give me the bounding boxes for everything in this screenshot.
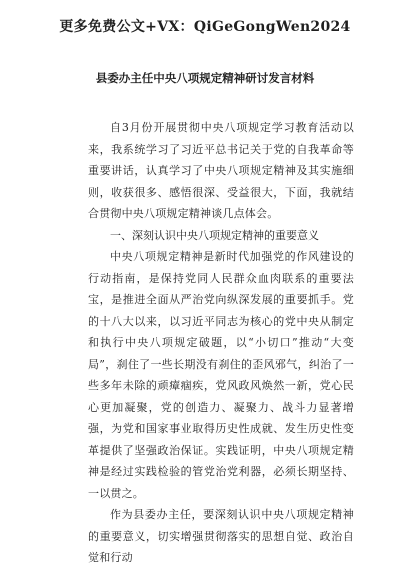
- document-body: [88, 117, 354, 569]
- intro-paragraph: 自3月份开展贯彻中央八项规定学习教育活动以来，我系统学习了习近平总书记关于党的自我革命等重要讲话，认真学习了中央八项规定精神及其实施细则，收获很多、感悟很深、受益很大，下面，我就结合贯彻中央八项规定精神谈几点体会。: [88, 121, 354, 220]
- section-heading-1: 一、深刻认识中央八项规定精神的重要意义: [110, 228, 319, 242]
- body-paragraph-1: 中央八项规定精神是新时代加强党的作风建设的行动指南，是保持党同人民群众血肉联系的重要法宝，是推进全面从严治党向纵深发展的重要抓手。党的十八大以来，以习近平同志为核心的党中央从制定和执行中央八项规定破题，以“小切口”推动“大变局”，刹住了一些长期没有刹住的歪风邪气，纠治了一些多年未除的顽瘴痼疾，党风政风焕然一新，党心民心更加凝聚，党的创造力、凝聚力、战斗力显著增强，为党和国家事业取得历史性成就、发生历史性变革提供了坚强政治保证。实践证明，中央八项规定精神是经过实践检验的管党治党利器，必须长期坚持、一以贯之。: [88, 250, 354, 500]
- body-paragraph-2: 作为县委办主任，要深刻认识中央八项规定精神的重要意义，切实增强贯彻落实的思想自觉、政治自觉和行动: [88, 508, 354, 564]
- document-title: 县委办主任中央八项规定精神研讨发言材料: [95, 71, 315, 85]
- promo-header: 更多免费公文+VX：QiGeGongWen2024: [59, 19, 351, 35]
